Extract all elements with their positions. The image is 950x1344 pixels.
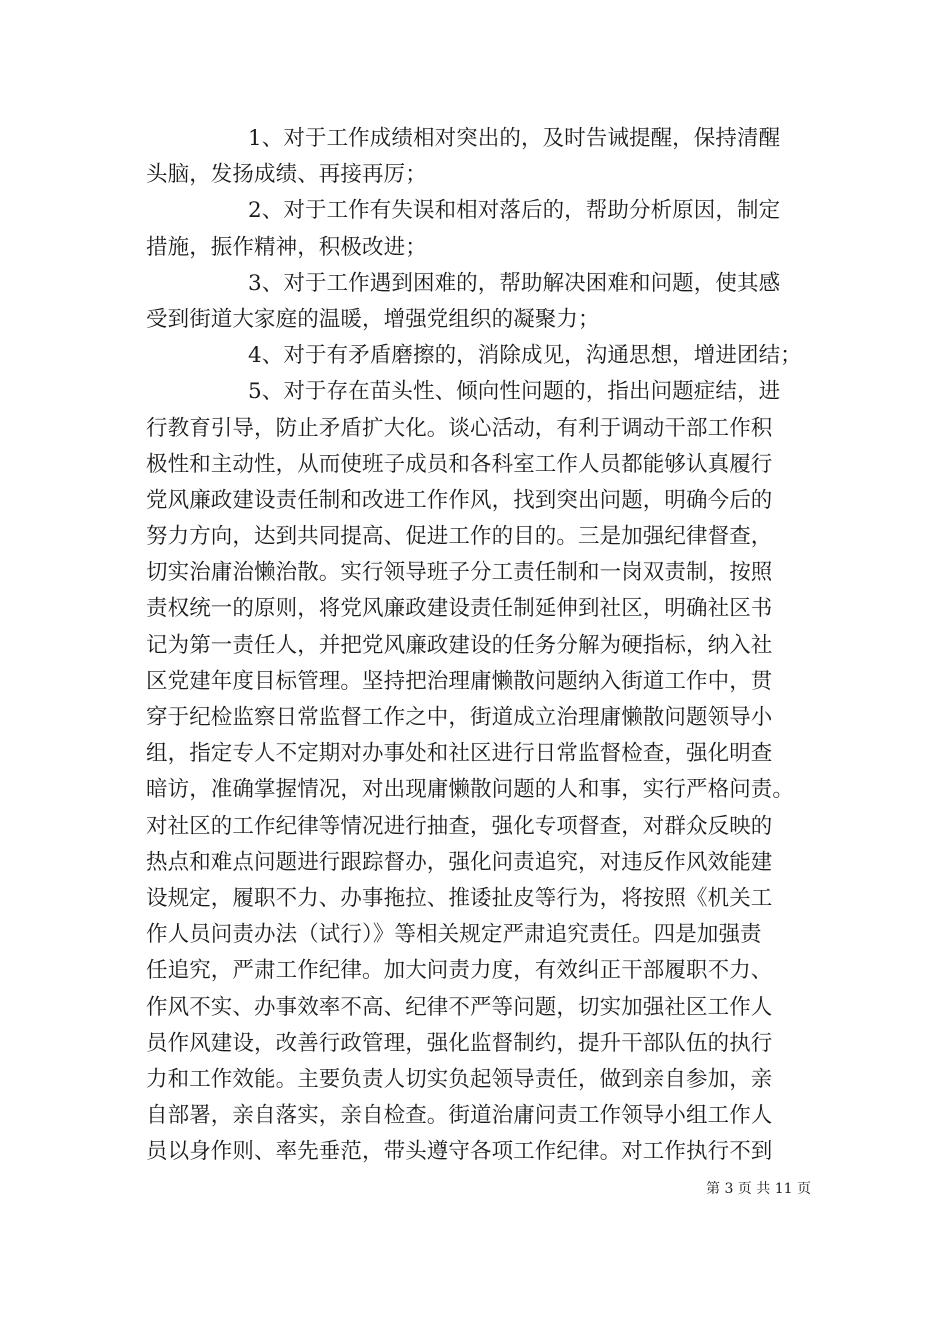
text-line: 极性和主动性，从而使班子成员和各科室工作人员都能够认真履行 bbox=[146, 451, 773, 477]
text-line: 任追究，严肃工作纪律。加大问责力度，有效纠正干部履职不力、 bbox=[146, 958, 773, 984]
text-line: 党风廉政建设责任制和改进工作作风，找到突出问题，明确今后的 bbox=[146, 487, 773, 513]
text-line: 力和工作效能。主要负责人切实负起领导责任，做到亲自参加，亲 bbox=[146, 1066, 773, 1092]
text-line: 设规定，履职不力、办事拖拉、推诿扯皮等行为，将按照《机关工 bbox=[146, 885, 773, 911]
text-line: 作人员问责办法（试行）》等相关规定严肃追究责任。四是加强责 bbox=[146, 922, 762, 948]
text-line: 2、对于工作有失误和相对落后的，帮助分析原因，制定 bbox=[248, 198, 781, 224]
text-line: 员作风建设，改善行政管理，强化监督制约，提升干部队伍的执行 bbox=[146, 1030, 773, 1056]
text-line: 努力方向，达到共同提高、促进工作的目的。三是加强纪律督查， bbox=[146, 524, 773, 550]
text-line: 5、对于存在苗头性、倾向性问题的，指出问题症结，进 bbox=[248, 379, 781, 405]
text-line: 措施，振作精神，积极改进； bbox=[146, 234, 427, 260]
text-line: 穿于纪检监察日常监督工作之中，街道成立治理庸懒散问题领导小 bbox=[146, 705, 773, 730]
text-line: 受到街道大家庭的温暖，增强党组织的凝聚力； bbox=[146, 306, 600, 332]
document-body bbox=[146, 121, 811, 1170]
text-line: 暗访，准确掌握情况，对出现庸懒散问题的人和事，实行严格问责。 bbox=[146, 777, 795, 803]
text-line: 组，指定专人不定期对办事处和社区进行日常监督检查，强化明查 bbox=[146, 741, 773, 767]
page-number-footer: 第 3 页 共 11 页 bbox=[706, 1181, 811, 1197]
text-line: 3、对于工作遇到困难的，帮助解决困难和问题，使其感 bbox=[248, 270, 781, 296]
text-line: 作风不实、办事效率不高、纪律不严等问题，切实加强社区工作人 bbox=[146, 994, 773, 1020]
text-line: 自部署，亲自落实，亲自检查。街道治庸问责工作领导小组工作人 bbox=[146, 1103, 773, 1129]
text-line: 热点和难点问题进行跟踪督办，强化问责追究，对违反作风效能建 bbox=[146, 849, 773, 875]
text-line: 责权统一的原则，将党风廉政建设责任制延伸到社区，明确社区书 bbox=[146, 596, 773, 622]
text-line: 切实治庸治懒治散。实行领导班子分工责任制和一岗双责制，按照 bbox=[146, 560, 773, 586]
text-line: 记为第一责任人，并把党风廉政建设的任务分解为硬指标，纳入社 bbox=[146, 632, 773, 658]
text-line: 对社区的工作纪律等情况进行抽查，强化专项督查，对群众反映的 bbox=[146, 813, 773, 839]
text-line: 头脑，发扬成绩、再接再厉； bbox=[146, 162, 427, 188]
text-line: 区党建年度目标管理。坚持把治理庸懒散问题纳入街道工作中，贯 bbox=[146, 668, 773, 694]
text-line: 4、对于有矛盾磨擦的，消除成见，沟通思想，增进团结； bbox=[248, 343, 802, 369]
text-line: 行教育引导，防止矛盾扩大化。谈心活动，有利于调动干部工作积 bbox=[146, 415, 773, 441]
text-line: 1、对于工作成绩相对突出的，及时告诫提醒，保持清醒 bbox=[248, 126, 781, 151]
text-line: 员以身作则、率先垂范，带头遵守各项工作纪律。对工作执行不到 bbox=[146, 1139, 773, 1165]
